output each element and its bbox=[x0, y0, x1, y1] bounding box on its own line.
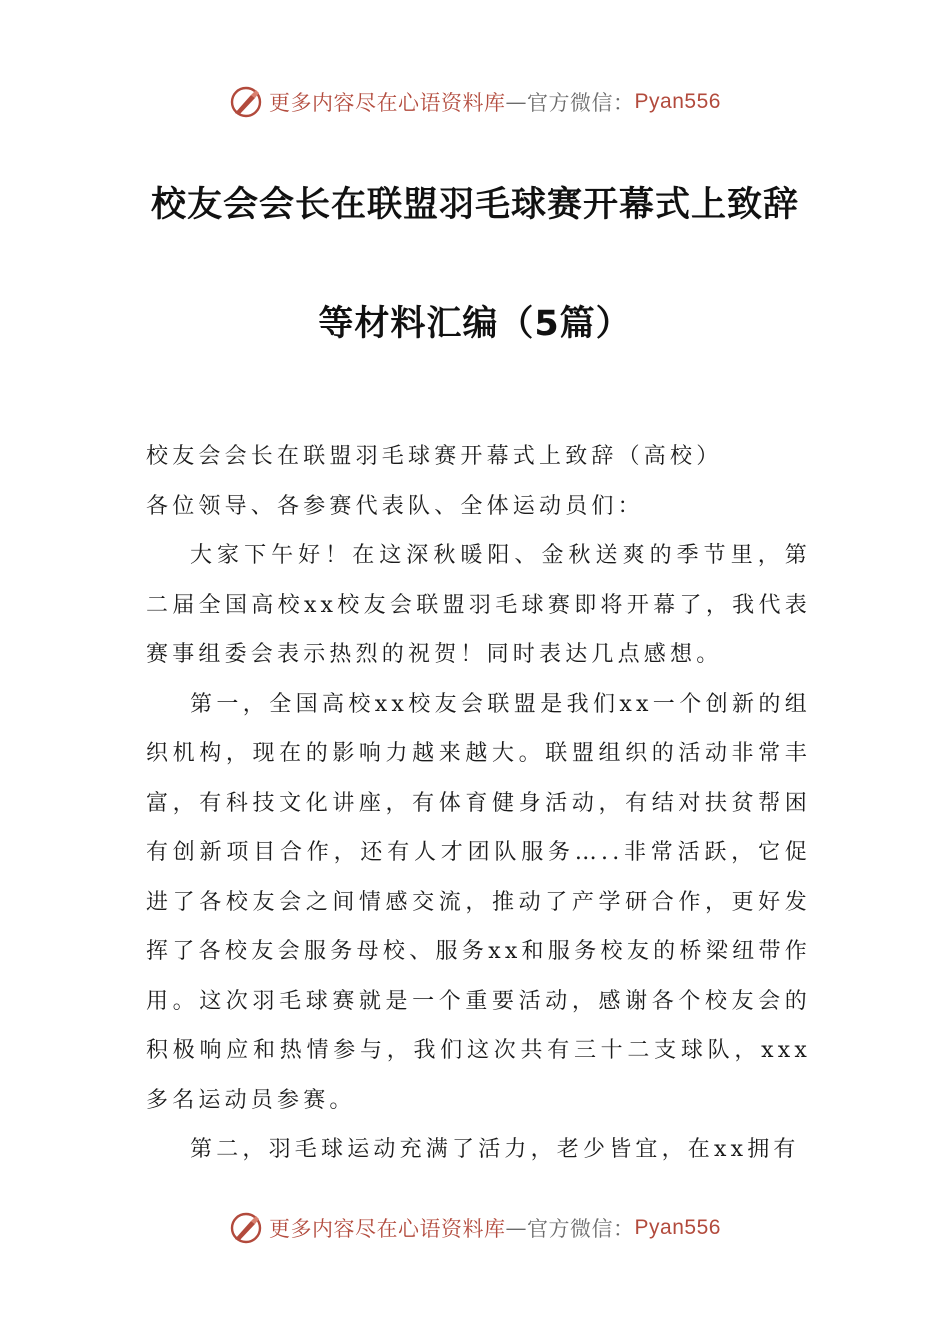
watermark-dash: — bbox=[505, 1216, 528, 1240]
salutation: 各位领导、各参赛代表队、全体运动员们： bbox=[146, 493, 644, 519]
watermark-wechat-id: Pyan556 bbox=[634, 1216, 721, 1239]
watermark-wechat-label: 官方微信： bbox=[527, 91, 635, 115]
document-body bbox=[146, 432, 811, 1175]
document-subtitle: 校友会会长在联盟羽毛球赛开幕式上致辞（高校） bbox=[146, 444, 723, 469]
watermark-main-text: 更多内容尽在心语资料库 bbox=[269, 91, 506, 115]
watermark-wechat-id: Pyan556 bbox=[634, 90, 721, 113]
paragraph: 大家下午好！在这深秋暖阳、金秋送爽的季节里，第二届全国高校xx校友会联盟羽毛球赛即将开幕了，我代表赛事组委会表示热烈的祝贺！同时表达几点感想。 bbox=[146, 543, 811, 667]
watermark-wechat-label: 官方微信： bbox=[527, 1217, 635, 1241]
document-title-line-1: 校友会会长在联盟羽毛球赛开幕式上致辞 bbox=[150, 185, 799, 225]
paragraph: 第二，羽毛球运动充满了活力，老少皆宜，在xx拥有 bbox=[190, 1137, 800, 1162]
document-title-line-2: 等材料汇编（5篇） bbox=[318, 304, 632, 344]
watermark-banner-top bbox=[0, 82, 950, 122]
watermark-main-text: 更多内容尽在心语资料库 bbox=[269, 1217, 506, 1241]
pen-circle-logo-icon bbox=[229, 85, 263, 119]
watermark-dash: — bbox=[505, 90, 528, 114]
paragraph: 第一，全国高校xx校友会联盟是我们xx一个创新的组织机构，现在的影响力越来越大。联盟组织的活动非常丰富，有科技文化讲座，有体育健身活动，有结对扶贫帮困有创新项目合作，还有人才团队服务…..非常活跃，它促进了各校友会之间情感交流，推动了产学研合作，更好发挥了各校友会服务母校、服务xx和服务校友的桥梁纽带作用。这次羽毛球赛就是一个重要活动，感谢各个校友会的积极响应和热情参与，我们这次共有三十二支球队，xxx多名运动员参赛。 bbox=[146, 691, 811, 1113]
watermark-banner-bottom bbox=[0, 1208, 950, 1248]
pen-circle-logo-icon bbox=[229, 1211, 263, 1245]
